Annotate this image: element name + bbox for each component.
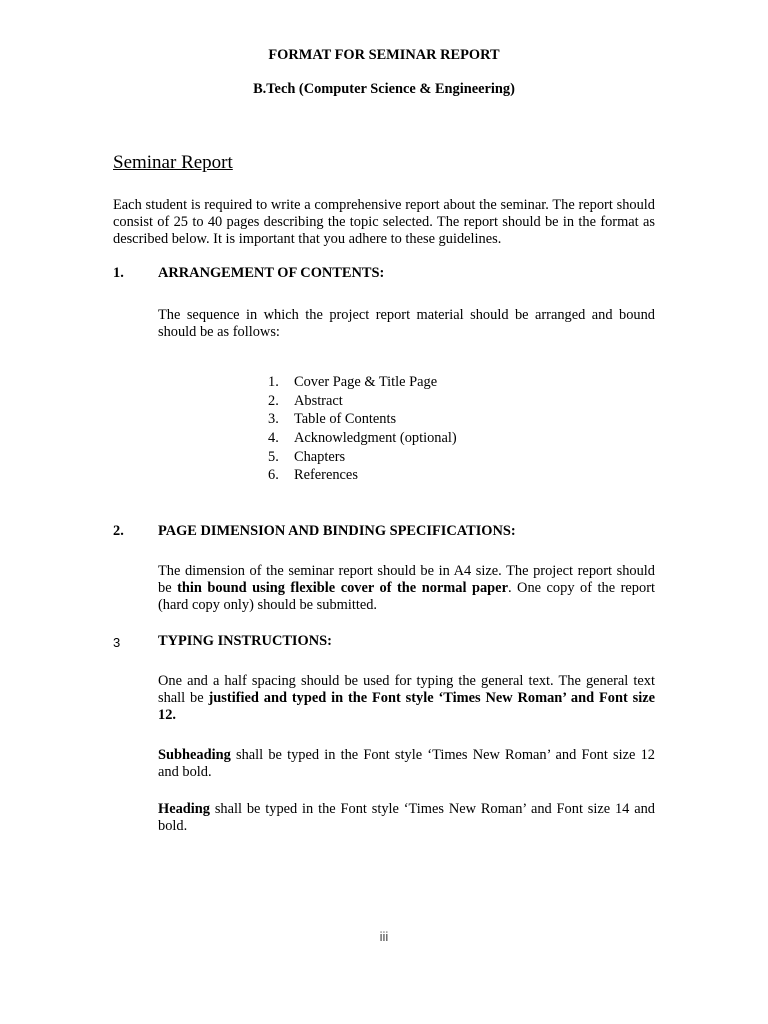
section-1-heading: ARRANGEMENT OF CONTENTS: <box>158 265 385 281</box>
section-3-heading: TYPING INSTRUCTIONS: <box>158 633 332 649</box>
list-item <box>268 410 457 429</box>
list-item-label: Abstract <box>294 392 343 409</box>
list-item-label: Table of Contents <box>294 411 397 428</box>
document-title: FORMAT FOR SEMINAR REPORT <box>268 47 500 63</box>
section-1-number: 1. <box>113 265 124 281</box>
section-3-p3-text: shall be typed in the Font style ‘Times New Roman’ and Font size 14 and bold. <box>158 801 655 834</box>
section-2-body-text: The dimension of the seminar report should be in A4 size. The project report should be <box>158 563 655 596</box>
list-item-label: Chapters <box>294 448 346 465</box>
section-3-p1-emphasis: justified and typed in the Font style ‘Times New Roman’ and Font size 12. <box>158 690 655 723</box>
section-3-paragraph-3 <box>158 801 655 835</box>
section-1-body: The sequence in which the project report material should be arranged and bound should be as follows: <box>158 307 655 340</box>
section-3-p1-text: One and a half spacing should be used for typing the general text. The general text shall be <box>158 673 655 706</box>
document-subtitle: B.Tech (Computer Science & Engineering) <box>253 81 515 97</box>
intro-paragraph: Each student is required to write a comprehensive report about the seminar. The report should consist of 25 to 40 pages describing the topic selected. The report should be in the format as described below. It is important that you adhere to these guidelines. <box>113 197 655 247</box>
contents-list <box>268 373 457 485</box>
list-item-number: 2. <box>268 392 279 409</box>
list-item-label: Cover Page & Title Page <box>294 374 438 390</box>
section-2-heading: PAGE DIMENSION AND BINDING SPECIFICATIONS: <box>158 523 516 539</box>
list-item-label: Acknowledgment (optional) <box>294 430 457 447</box>
list-item-number: 4. <box>268 430 279 447</box>
section-3-number: 3 <box>113 635 121 650</box>
page-number: iii <box>379 929 389 944</box>
section-3-p2-emphasis: Subheading <box>158 747 231 763</box>
list-item-number: 6. <box>268 467 279 484</box>
list-item <box>268 392 457 411</box>
section-title: Seminar Report <box>113 152 233 173</box>
section-3-paragraph-2 <box>158 747 655 781</box>
list-item-label: References <box>294 467 358 484</box>
list-item <box>268 373 457 392</box>
section-3-p2-text: shall be typed in the Font style ‘Times New Roman’ and Font size 12 and bold. <box>158 747 655 780</box>
section-3-paragraph-1 <box>158 673 655 724</box>
list-item-number: 3. <box>268 411 279 428</box>
section-2-number: 2. <box>113 523 124 539</box>
section-2-body-text-end: . One copy of the report (hard copy only) should be submitted. <box>158 580 655 613</box>
list-item-number: 1. <box>268 374 279 390</box>
list-item <box>268 429 457 448</box>
section-3-p3-emphasis: Heading <box>158 801 210 817</box>
list-item-number: 5. <box>268 448 279 465</box>
list-item <box>268 466 457 485</box>
section-2-body-emphasis: thin bound using flexible cover of the normal paper <box>177 580 508 596</box>
list-item <box>268 448 457 467</box>
section-2-body <box>158 563 655 614</box>
